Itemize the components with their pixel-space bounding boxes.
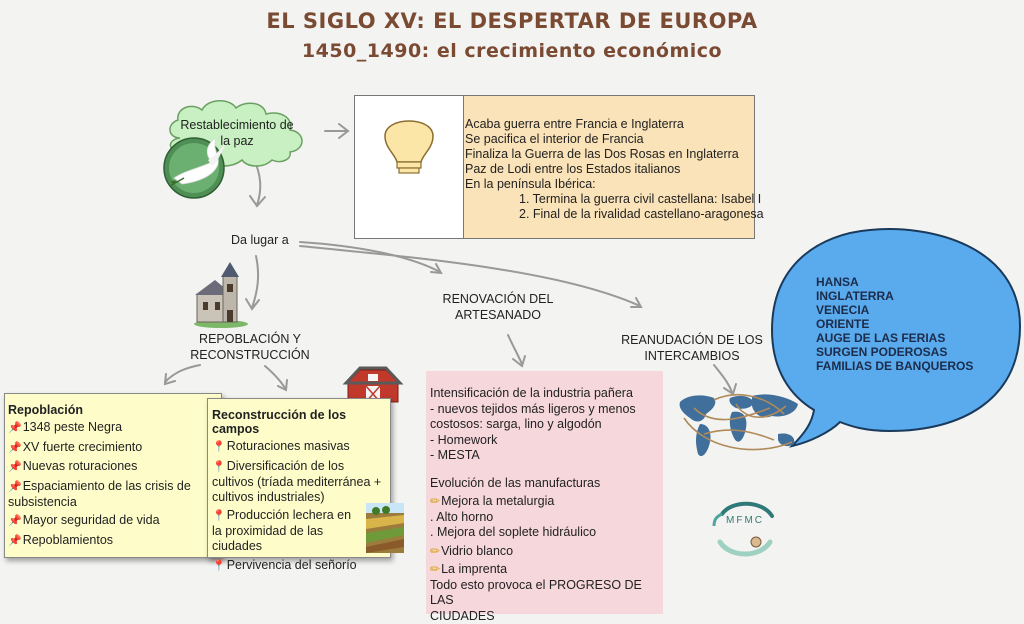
artesanado-line-text: La imprenta	[441, 562, 508, 576]
pencil-icon: ✏	[430, 494, 441, 508]
reconstruccion-title: Reconstrucción de los campos	[212, 408, 347, 436]
branch-repoblacion-line2: RECONSTRUCCIÓN	[190, 348, 310, 362]
peace-item: Finaliza la Guerra de las Dos Rosas en Inglaterra	[465, 147, 739, 161]
peace-subitem: 2. Final de la rivalidad castellano-aragonesa	[519, 207, 764, 221]
branch-artesanado	[428, 291, 568, 323]
bubble-text	[816, 275, 973, 373]
pushpin-icon: 📌	[8, 461, 22, 473]
list-item-text: Diversificación de los cultivos (tríada mediterránea + cultivos industriales)	[212, 458, 382, 504]
page-subtitle: 1450_1490: el crecimiento económico	[301, 40, 723, 62]
page-title: EL SIGLO XV: EL DESPERTAR DE EUROPA	[266, 9, 758, 33]
bubble-line: FAMILIAS DE BANQUEROS	[816, 359, 974, 373]
peace-list	[465, 117, 764, 222]
peace-info-box	[354, 95, 764, 239]
peace-cloud	[160, 98, 330, 203]
logo-ring	[704, 498, 786, 560]
cloud-label-line2: la paz	[220, 134, 254, 148]
artesanado-line: costosos: sarga, lino y algodón	[430, 417, 602, 431]
artesanado-line: Todo esto provoca el PROGRESO DE LAS	[430, 577, 642, 607]
pencil-icon: ✏	[430, 543, 441, 558]
fields-icon	[366, 503, 404, 553]
pin-icon: 📍	[212, 559, 226, 572]
bubble-line: HANSA	[816, 275, 859, 289]
artesanado-line: CIUDADES	[430, 608, 495, 623]
reconstruccion-note	[207, 398, 391, 572]
artesanado-line: . Mejora del soplete hidráulico	[430, 525, 597, 539]
artesanado-line: - nuevos tejidos más ligeros y menos	[430, 401, 636, 416]
list-item-text: Pervivencia del señorío	[226, 557, 357, 572]
lightbulb-icon	[355, 96, 463, 238]
artesanado-line: . Alto horno	[430, 509, 494, 524]
artesanado-line: - Homework	[430, 432, 498, 447]
peace-item: Se pacifica el interior de Francia	[465, 132, 644, 146]
pushpin-icon: 📌	[8, 422, 22, 434]
church-icon	[193, 262, 249, 328]
connector-label: Da lugar a	[231, 233, 289, 247]
artesanado-line	[430, 562, 659, 578]
logo-text: MFMC	[726, 515, 764, 526]
pushpin-icon: 📌	[8, 480, 22, 493]
artesanado-note	[426, 371, 663, 623]
list-item-text: XV fuerte crecimiento	[22, 439, 143, 454]
pencil-icon: ✏	[430, 562, 441, 576]
list-item	[212, 439, 387, 455]
mfmc-logo	[704, 498, 786, 560]
list-item-text: 1348 peste Negra	[22, 420, 123, 434]
pushpin-icon: 📌	[8, 515, 22, 527]
list-item-text: Espaciamiento de las crisis de subsistencia	[8, 478, 191, 509]
branch-artesanado-line1: RENOVACIÓN DEL	[442, 292, 554, 306]
list-item	[8, 420, 218, 436]
peace-item: Acaba guerra entre Francia e Inglaterra	[465, 117, 684, 131]
list-item	[212, 558, 387, 574]
branch-artesanado-line2: ARTESANADO	[455, 308, 541, 322]
pushpin-icon: 📌	[8, 441, 22, 454]
pin-icon: 📍	[212, 441, 226, 453]
list-item	[212, 459, 387, 505]
list-item	[8, 479, 218, 510]
list-item	[8, 459, 218, 475]
list-item-text: Nuevas roturaciones	[22, 459, 138, 473]
bubble-line: INGLATERRA	[816, 289, 894, 303]
world-map-icon	[674, 388, 806, 472]
artesanado-line-text: Vidrio blanco	[441, 543, 514, 558]
branch-intercambios	[617, 332, 767, 364]
bubble-line: ORIENTE	[816, 317, 870, 331]
peace-subitem: 1. Termina la guerra civil castellana: Isabel I	[519, 192, 762, 206]
pushpin-icon: 📌	[8, 534, 22, 547]
peace-icon-cell	[355, 96, 464, 238]
artesanado-line: Intensificación de la industria pañera	[430, 386, 633, 400]
list-item-text: Mayor seguridad de vida	[22, 513, 160, 527]
list-item	[8, 533, 218, 549]
list-item	[8, 513, 218, 529]
artesanado-line	[430, 544, 659, 560]
branch-intercambios-line1: REANUDACIÓN DE LOS	[621, 333, 763, 347]
list-item	[212, 508, 387, 554]
repoblacion-note	[4, 393, 222, 558]
list-item-text: Producción lechera en la proximidad de las ciudades	[212, 508, 352, 553]
list-item	[8, 440, 218, 456]
artesanado-line	[430, 494, 659, 510]
artesanado-line-text: Mejora la metalurgia	[441, 494, 555, 508]
bubble-line: VENECIA	[816, 303, 870, 317]
list-item-text: Repoblamientos	[22, 532, 114, 547]
pin-icon: 📍	[212, 460, 226, 473]
artesanado-line: - MESTA	[430, 448, 480, 462]
pin-icon: 📍	[212, 510, 226, 522]
list-item-text: Roturaciones masivas	[226, 439, 350, 453]
bubble-line: AUGE DE LAS FERIAS	[816, 331, 946, 345]
branch-intercambios-line2: INTERCAMBIOS	[644, 349, 740, 363]
branch-repoblacion	[180, 331, 320, 363]
cloud-label	[167, 117, 307, 149]
artesanado-line: Evolución de las manufacturas	[430, 475, 601, 490]
bubble-line: SURGEN PODEROSAS	[816, 345, 948, 359]
repoblacion-title: Repoblación	[8, 403, 84, 417]
peace-item: Paz de Lodi entre los Estados italianos	[465, 162, 681, 176]
cloud-label-line1: Restablecimiento de	[180, 118, 294, 132]
branch-repoblacion-line1: REPOBLACIÓN Y	[199, 332, 301, 346]
peace-item: En la península Ibérica:	[465, 177, 596, 191]
